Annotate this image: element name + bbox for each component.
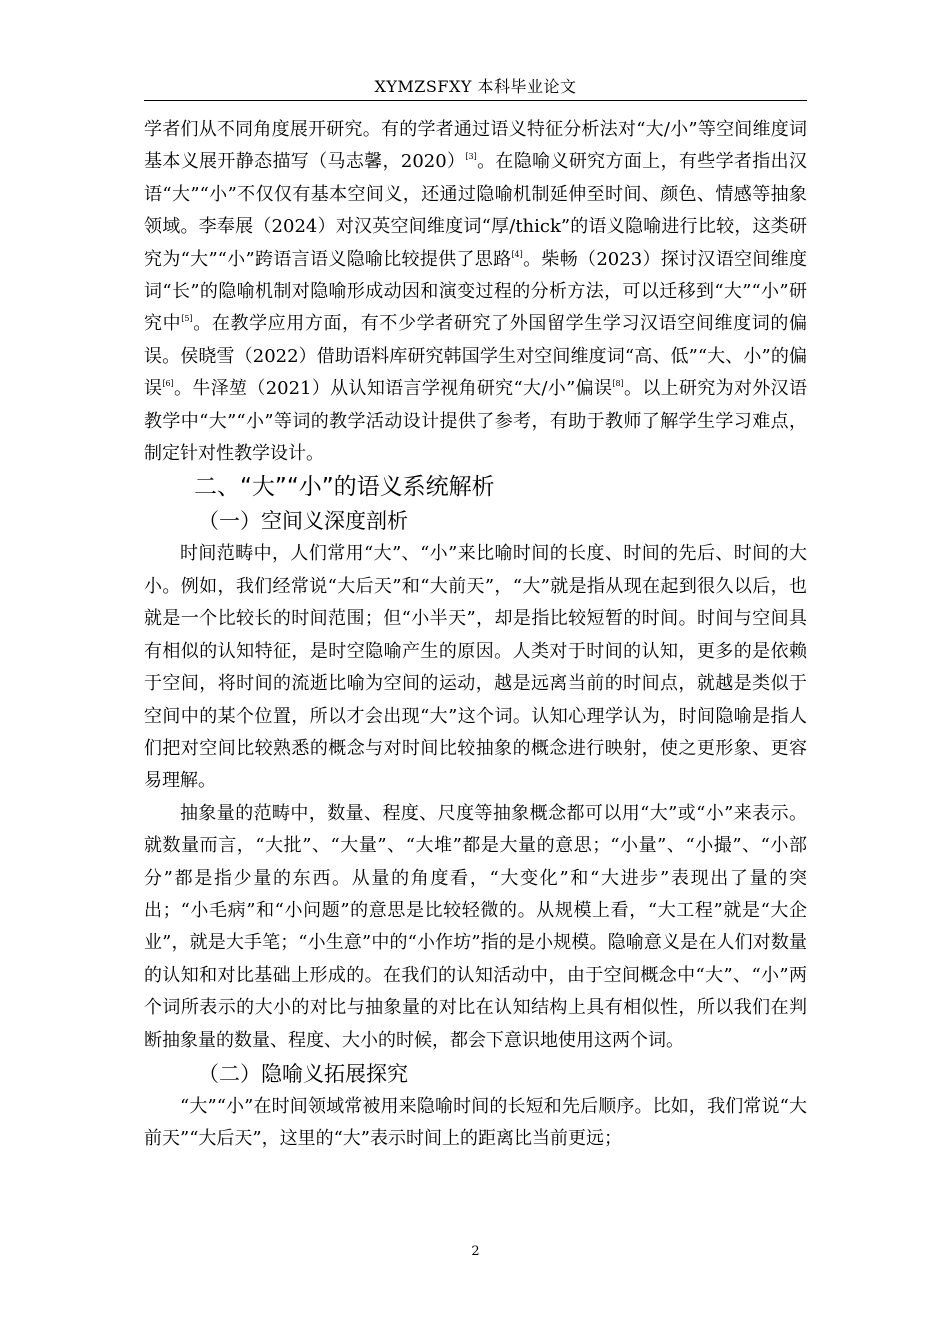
citation: [6] xyxy=(162,379,174,389)
citation: [8] xyxy=(612,379,624,389)
body-text xyxy=(144,114,807,1156)
text-run: 。在教学应用方面，有不少学者研究了外国留学生学习汉语空间维度词的偏误。侯晓雪（2022）借助语料库研究韩国学生对空间维度词“高、低”“大、小”的偏误 xyxy=(144,313,808,400)
text-run: 学者们从不同角度展开研究。有的学者通过语义特征分析法对“大/小”等空间维度词基本义展开静态描写（马志馨，2020） xyxy=(144,119,807,173)
text-run: 。在隐喻义研究方面上，有些学者指出汉语“大”“小”不仅仅有基本空间义，还通过隐喻机制延伸至时间、颜色、情感等抽象领域。李奉展（2024）对汉英空间维度词“厚/thick”的语义隐喻进行比较，这类研究为“大”“小”跨语言语义隐喻比较提供了思路 xyxy=(144,151,808,270)
paragraph-literature-review xyxy=(144,114,807,470)
paragraph-abstract-quantity: 抽象量的范畴中，数量、程度、尺度等抽象概念都可以用“大”或“小”来表示。就数量而言，“大批”、“大量”、“大堆”都是大量的意思；“小量”、“小撮”、“小部分”都是指少量的东西。从量的角度看，“大变化”和“大进步”表现出了量的突出；“小毛病”和“小问题”的意思是比较轻微的。从规模上看，“大工程”就是“大企业”，就是大手笔；“小生意”中的“小作坊”指的是小规模。隐喻意义是在人们对数量的认知和对比基础上形成的。在我们的认知活动中，由于空间概念中“大”、“小”两个词所表示的大小的对比与抽象量的对比在认知结构上具有相似性，所以我们在判断抽象量的数量、程度、大小的时候，都会下意识地使用这两个词。 xyxy=(144,802,807,1051)
section-heading: 二、“大”“小”的语义系统解析 xyxy=(194,474,495,501)
text-run: 。以上研究为对外汉语教学中“大”“小”等词的教学活动设计提供了参考，有助于教师了解学生学习难点，制定针对性教学设计。 xyxy=(144,378,808,465)
subsection-heading-spatial: （一）空间义深度剖析 xyxy=(198,509,408,534)
paragraph-time-metaphor: “大”“小”在时间领域常被用来隐喻时间的长短和先后顺序。比如，我们常说“大前天”“大后天”，这里的“大”表示时间上的距离比当前更远； xyxy=(144,1095,807,1150)
citation: [5] xyxy=(181,314,193,324)
citation: [4] xyxy=(511,249,523,259)
header-rule xyxy=(144,100,807,101)
subsection-heading-metaphor: （二）隐喻义拓展探究 xyxy=(198,1061,408,1086)
text-run: 。柴畅（2023）探讨汉语空间维度词“长”的隐喻机制对隐喻形成动因和演变过程的分析方法，可以迁移到“大”“小”研究中 xyxy=(144,248,808,335)
paragraph-time-domain: 时间范畴中，人们常用“大”、“小”来比喻时间的长度、时间的先后、时间的大小。例如，我们经常说“大后天”和“大前天”，“大”就是指从现在起到很久以后，也就是一个比较长的时间范围；但“小半天”，却是指比较短暂的时间。时间与空间具有相似的认知特征，是时空隐喻产生的原因。人类对于时间的认知，更多的是依赖于空间，将时间的流逝比喻为空间的运动，越是远离当前的时间点，就越是类似于空间中的某个位置，所以才会出现“大”这个词。认知心理学认为，时间隐喻是指人们把对空间比较熟悉的概念与对时间比较抽象的概念进行映射，使之更形象、更容易理解。 xyxy=(144,543,807,792)
citation: [3] xyxy=(465,152,477,162)
page-number: 2 xyxy=(471,1244,480,1259)
running-header: XYMZSFXY 本科毕业论文 xyxy=(374,77,577,96)
text-run: 。牛泽堃（2021）从认知语言学视角研究“大/小”偏误 xyxy=(173,378,613,400)
